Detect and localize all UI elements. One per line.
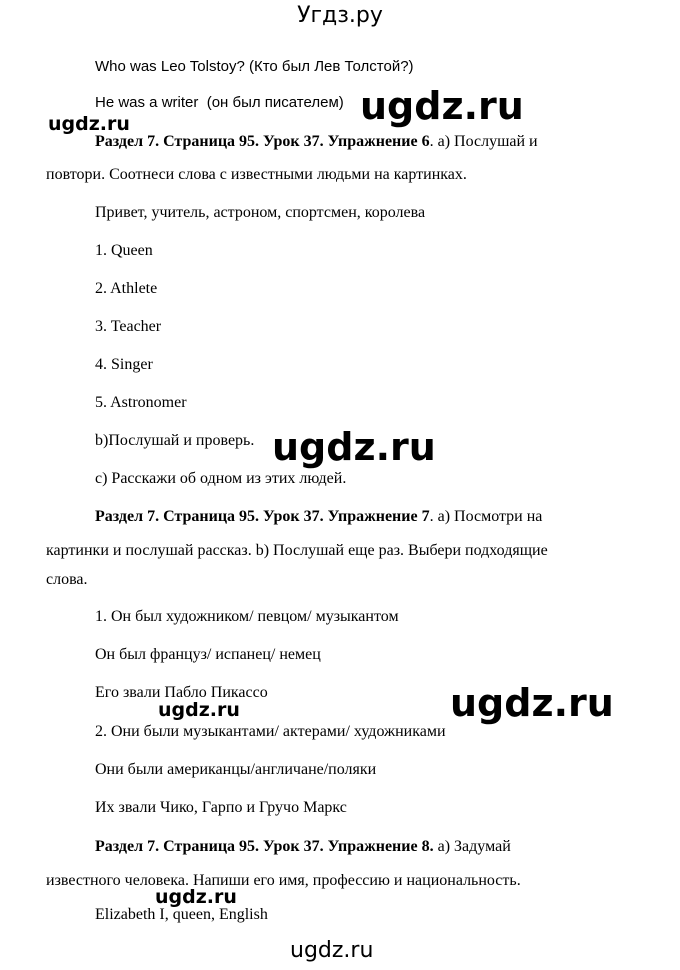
watermark-logo: ugdz.ru	[155, 886, 237, 908]
exercise-6-words: Привет, учитель, астроном, спортсмен, королева	[95, 204, 426, 221]
exercise-7-heading: Раздел 7. Страница 95. Урок 37. Упражнение 7	[95, 508, 430, 525]
question-tolstoy: Who was Leo Tolstoy? (Кто был Лев Толстой?)	[95, 58, 414, 75]
exercise-8-line1	[95, 837, 511, 857]
exercise-7-item-2b: Они были американцы/англичане/поляки	[95, 761, 377, 778]
exercise-6-b: b)Послушай и проверь.	[95, 432, 255, 449]
list-item: 2. Athlete	[95, 280, 158, 297]
list-item: 1. Queen	[95, 242, 153, 259]
exercise-7-line2: картинки и послушай рассказ. b) Послушай еще раз. Выбери подходящие	[46, 542, 548, 559]
exercise-7-item-1b: Он был француз/ испанец/ немец	[95, 646, 321, 663]
exercise-6-line2: повтори. Соотнеси слова с известными людьми на картинках.	[46, 166, 467, 183]
exercise-6-heading: Раздел 7. Страница 95. Урок 37. Упражнение 6	[95, 133, 430, 150]
exercise-7-text: . а) Посмотри на	[429, 508, 543, 525]
answer-writer-ru: (он был писателем)	[206, 94, 344, 111]
watermark-logo: ugdz.ru	[158, 699, 240, 721]
list-item: 3. Teacher	[95, 318, 162, 335]
watermark-logo: ugdz.ru	[48, 113, 130, 135]
exercise-8-heading: Раздел 7. Страница 95. Урок 37. Упражнение 8.	[95, 838, 434, 855]
site-title: Угдз.ру	[297, 3, 383, 28]
exercise-6-text: . а) Послушай и	[429, 133, 538, 150]
answer-writer	[95, 93, 344, 113]
exercise-8-line2: известного человека. Напиши его имя, профессию и национальность.	[46, 872, 521, 889]
answer-writer-en: He was a writer	[95, 94, 199, 111]
exercise-8-text: а) Задумай	[433, 838, 511, 855]
exercise-7-item-2c: Их звали Чико, Гарпо и Гручо Маркс	[95, 799, 347, 816]
exercise-6-c: с) Расскажи об одном из этих людей.	[95, 470, 347, 487]
exercise-8-answer: Elizabeth I, queen, English	[95, 906, 268, 923]
watermark-logo: ugdz.ru	[450, 681, 614, 725]
exercise-7-item-2a: 2. Они были музыкантами/ актерами/ художниками	[95, 723, 446, 740]
exercise-7-line3: слова.	[46, 571, 88, 588]
exercise-7-item-1c: Его звали Пабло Пикассо	[95, 684, 268, 701]
exercise-7-line1	[95, 507, 542, 527]
watermark-logo: ugdz.ru	[360, 84, 524, 128]
footer-watermark: ugdz.ru	[290, 938, 374, 963]
exercise-6-line1	[95, 132, 538, 152]
list-item: 4. Singer	[95, 356, 153, 373]
list-item: 5. Astronomer	[95, 394, 187, 411]
watermark-logo: ugdz.ru	[272, 425, 436, 469]
exercise-7-item-1a: 1. Он был художником/ певцом/ музыкантом	[95, 608, 399, 625]
